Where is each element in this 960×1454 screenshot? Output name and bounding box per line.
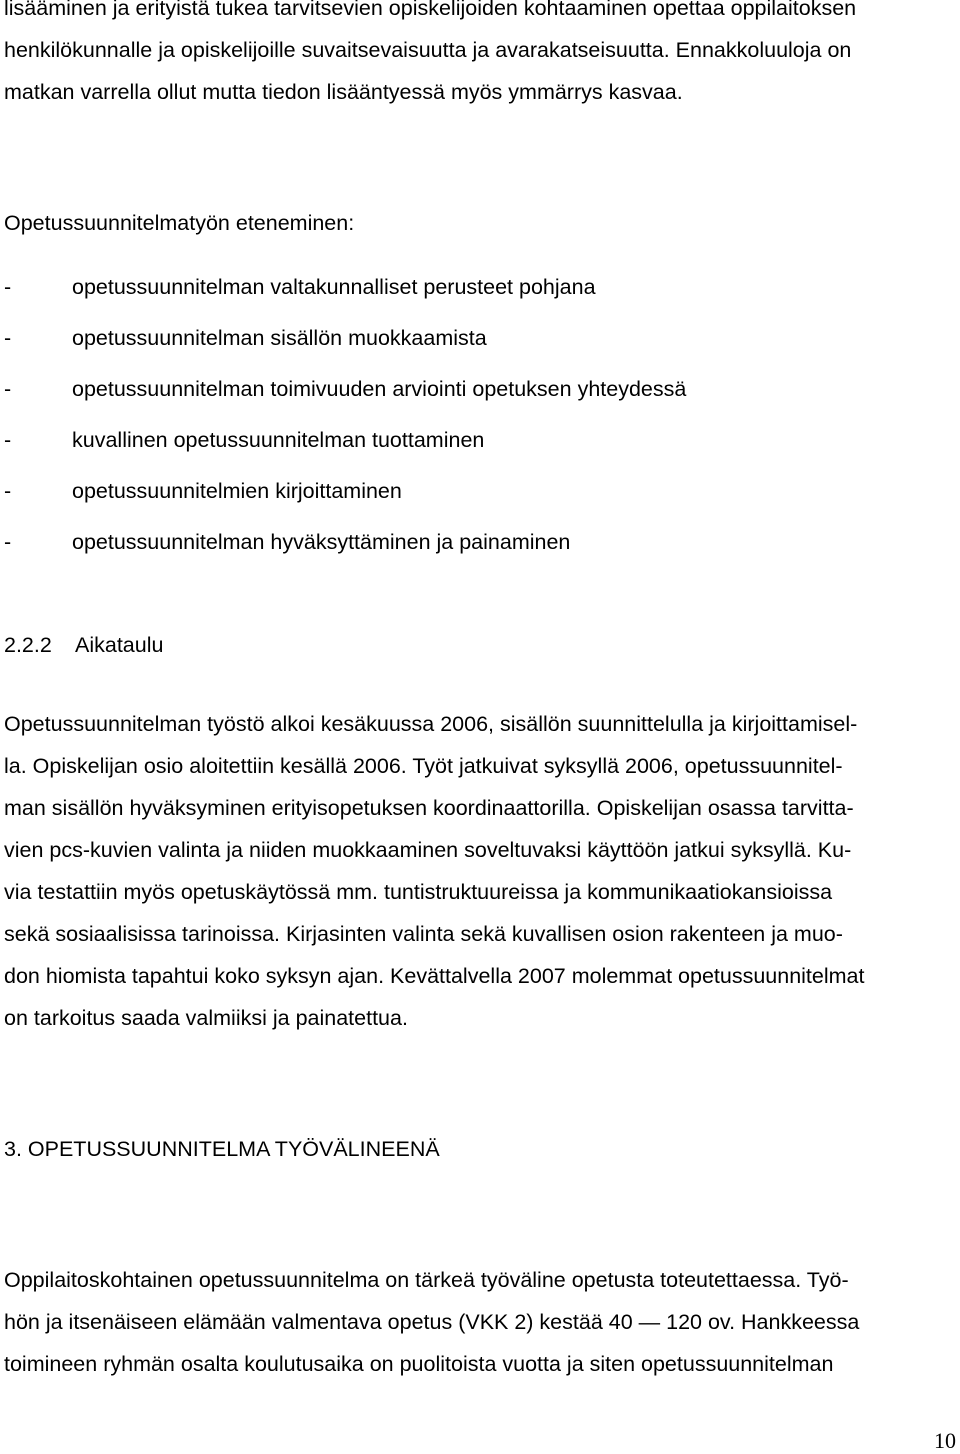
list-dash: - [4, 275, 12, 299]
paragraph-line: via testattiin myös opetuskäytössä mm. tuntistruktuureissa ja kommunikaatiokansioissa [4, 880, 833, 904]
paragraph-line: man sisällön hyväksyminen erityisopetuksen koordinaattorilla. Opiskelijan osassa tarvitta- [4, 796, 854, 820]
list-item-text: opetussuunnitelmien kirjoittaminen [72, 479, 402, 503]
page-number: 10 [934, 1428, 956, 1453]
paragraph-line: Opetussuunnitelman työstö alkoi kesäkuussa 2006, sisällön suunnittelulla ja kirjoittamisel- [4, 712, 858, 736]
list-item-text: kuvallinen opetussuunnitelman tuottaminen [72, 428, 485, 452]
list-item [4, 274, 596, 300]
section-heading [4, 632, 163, 658]
paragraph-line: hön ja itsenäiseen elämään valmentava opetus (VKK 2) kestää 40 — 120 ov. Hankkeessa [4, 1310, 860, 1334]
list-dash: - [4, 377, 12, 401]
list-item-text: opetussuunnitelman hyväksyttäminen ja painaminen [72, 530, 571, 554]
section-number: 2.2.2 [4, 633, 52, 657]
list-item-text: opetussuunnitelman valtakunnalliset perusteet pohjana [72, 275, 596, 299]
paragraph-line: Oppilaitoskohtainen opetussuunnitelma on tärkeä työväline opetusta toteutettaessa. Työ- [4, 1268, 849, 1292]
intro-line: matkan varrella ollut mutta tiedon lisääntyessä myös ymmärrys kasvaa. [4, 80, 683, 104]
list-item [4, 427, 484, 453]
list-item-text: opetussuunnitelman toimivuuden arviointi opetuksen yhteydessä [72, 377, 687, 401]
list-dash: - [4, 326, 12, 350]
list-item-text: opetussuunnitelman sisällön muokkaamista [72, 326, 487, 350]
progress-heading: Opetussuunnitelmatyön eteneminen: [4, 211, 355, 235]
list-dash: - [4, 428, 12, 452]
intro-line: lisääminen ja erityistä tukea tarvitsevien opiskelijoiden kohtaaminen opettaa oppilaitoksen [4, 0, 857, 20]
list-item [4, 478, 402, 504]
section-title: Aikataulu [75, 633, 164, 657]
paragraph-line: don hiomista tapahtui koko syksyn ajan. Kevättalvella 2007 molemmat opetussuunnitelmat [4, 964, 865, 988]
paragraph-line: on tarkoitus saada valmiiksi ja painatettua. [4, 1006, 408, 1030]
paragraph-line: sekä sosiaalisissa tarinoissa. Kirjasinten valinta sekä kuvallisen osion rakenteen ja muo- [4, 922, 843, 946]
list-dash: - [4, 479, 12, 503]
intro-line: henkilökunnalle ja opiskelijoille suvaitsevaisuutta ja avarakatseisuutta. Ennakkoluuloja on [4, 38, 852, 62]
list-item [4, 325, 487, 351]
paragraph-line: toimineen ryhmän osalta koulutusaika on puolitoista vuotta ja siten opetussuunnitelman [4, 1352, 834, 1376]
chapter-heading: 3. OPETUSSUUNNITELMA TYÖVÄLINEENÄ [4, 1137, 440, 1161]
paragraph-line: la. Opiskelijan osio aloitettiin kesällä 2006. Työt jatkuivat syksyllä 2006, opetussuunnitel- [4, 754, 843, 778]
list-dash: - [4, 530, 12, 554]
paragraph-line: vien pcs-kuvien valinta ja niiden muokkaaminen soveltuvaksi käyttöön jatkui syksyllä. Ku- [4, 838, 852, 862]
list-item [4, 529, 570, 555]
list-item [4, 376, 686, 402]
